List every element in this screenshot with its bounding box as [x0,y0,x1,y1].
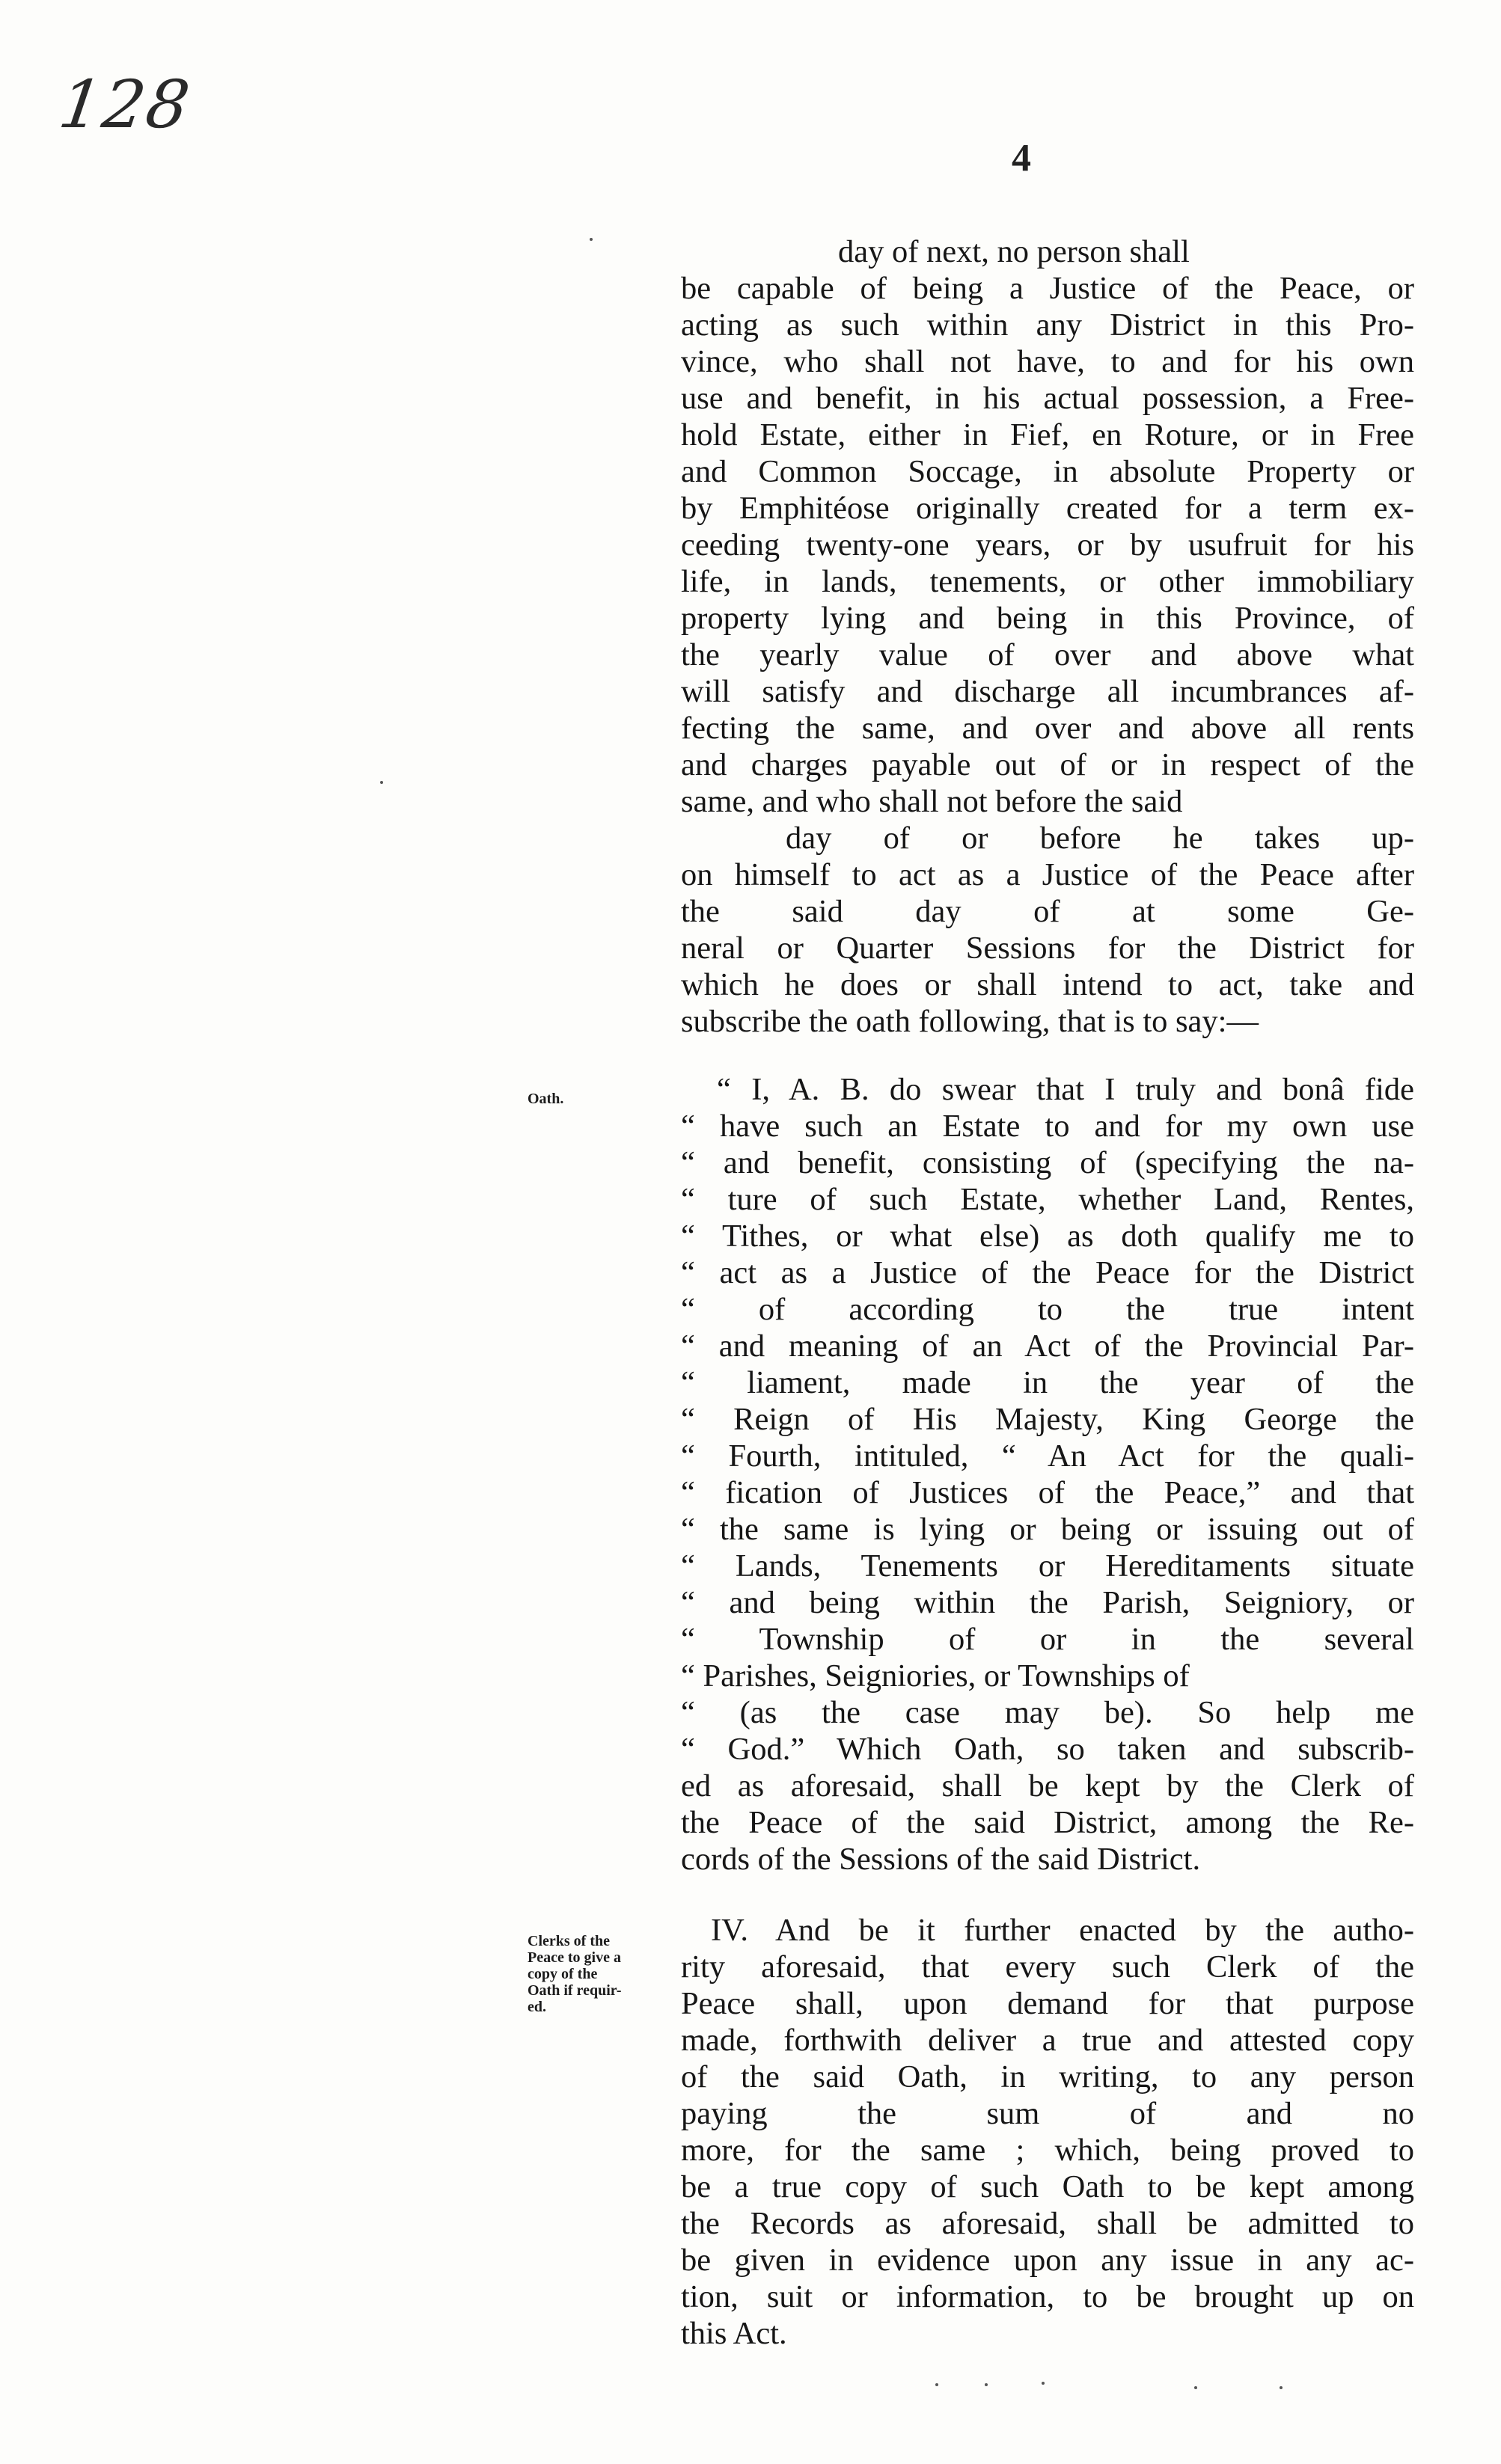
text-line: property lying and being in this Province, of [681,601,1414,636]
stray-mark [1042,2382,1045,2385]
text-line: of the said Oath, in writing, to any person [681,2059,1414,2094]
text-line: the yearly value of over and above what [681,637,1414,672]
text-line: rity aforesaid, that every such Clerk of the [681,1949,1414,1985]
text-line: “ God.” Which Oath, so taken and subscrib- [681,1732,1414,1767]
handwritten-page-number: 128 [54,66,196,143]
text-line: same, and who shall not before the said [681,784,1183,819]
text-line: fecting the same, and over and above all rents [681,711,1414,746]
text-line: neral or Quarter Sessions for the District for [681,931,1414,966]
text-line: and charges payable out of or in respect of the [681,747,1414,782]
text-line: tion, suit or information, to be brought up on [681,2279,1414,2314]
text-line: “ (as the case may be). So help me [681,1695,1414,1730]
text-line: which he does or shall intend to act, take and [681,967,1414,1002]
section-iv-paragraph [681,1912,1414,2352]
text-line: “ Township of or in the several [681,1622,1414,1657]
text-line: will satisfy and discharge all incumbrances af- [681,674,1414,709]
text-line: day of next, no person shall [838,234,1190,269]
text-line: “ Parishes, Seigniories, or Townships of [681,1658,1190,1694]
stray-mark [1280,2386,1283,2389]
margin-note-line: Oath if requir- [528,1982,622,1999]
text-line: “ and being within the Parish, Seigniory, or [681,1585,1414,1620]
text-line: subscribe the oath following, that is to say:— [681,1004,1259,1039]
text-line: by Emphitéose originally created for a term ex- [681,491,1414,526]
text-line: this Act. [681,2316,787,2351]
text-line: IV. And be it further enacted by the autho- [711,1913,1414,1948]
margin-note-line: copy of the [528,1966,598,1982]
folio-number: 4 [1012,137,1031,180]
text-line: be capable of being a Justice of the Peace, or [681,271,1414,306]
text-line: be given in evidence upon any issue in any ac- [681,2243,1414,2278]
text-line: paying the sum of and no [681,2096,1414,2131]
text-line: life, in lands, tenements, or other immobiliary [681,564,1414,599]
oath-paragraph [681,1071,1414,1878]
margin-note-line: ed. [528,1999,546,2015]
text-line: Peace shall, upon demand for that purpose [681,1986,1414,2021]
text-line: the Records as aforesaid, shall be admitted to [681,2206,1414,2241]
text-line: ceeding twenty-one years, or by usufruit for his [681,527,1414,563]
margin-note-clerks [528,1933,622,2015]
text-line: “ of according to the true intent [681,1292,1414,1327]
text-line: cords of the Sessions of the said District. [681,1842,1201,1877]
text-line: “ act as a Justice of the Peace for the District [681,1255,1414,1290]
text-line: use and benefit, in his actual possession, a Free- [681,381,1414,416]
stray-mark [985,2383,988,2386]
section-a-paragraph [681,233,1414,1040]
text-line: acting as such within any District in this Pro- [681,307,1414,343]
margin-note-line: Peace to give a [528,1949,621,1966]
text-line: “ have such an Estate to and for my own use [681,1109,1414,1144]
text-line: “ and meaning of an Act of the Provincial Par- [681,1328,1414,1364]
text-line: “ Reign of His Majesty, King George the [681,1402,1414,1437]
text-line: on himself to act as a Justice of the Peace after [681,857,1414,892]
text-line: “ Tithes, or what else) as doth qualify me to [681,1219,1414,1254]
text-line: “ fication of Justices of the Peace,” and that [681,1475,1414,1510]
text-line: “ the same is lying or being or issuing out of [681,1512,1414,1547]
stray-mark [590,238,593,241]
text-line: “ ture of such Estate, whether Land, Rentes, [681,1182,1414,1217]
text-line: made, forthwith deliver a true and attested copy [681,2023,1414,2058]
text-line: “ Fourth, intituled, “ An Act for the quali- [681,1438,1414,1474]
margin-note-oath: Oath. [528,1091,564,1107]
text-line: “ liament, made in the year of the [681,1365,1414,1400]
text-line: day of or before he takes up- [786,821,1414,856]
text-line: the said day of at some Ge- [681,894,1414,929]
text-line: “ and benefit, consisting of (specifying the na- [681,1145,1414,1180]
margin-note-line: Clerks of the [528,1933,610,1949]
text-line: more, for the same ; which, being proved to [681,2133,1414,2168]
text-line: hold Estate, either in Fief, en Roture, or in Free [681,417,1414,453]
text-line: and Common Soccage, in absolute Property or [681,454,1414,489]
text-line: “ I, A. B. do swear that I truly and bonâ fide [717,1072,1414,1107]
text-line: the Peace of the said District, among the Re- [681,1805,1414,1840]
text-line: “ Lands, Tenements or Hereditaments situate [681,1548,1414,1584]
stray-mark [380,781,383,784]
stray-mark [1194,2386,1197,2389]
text-line: vince, who shall not have, to and for his own [681,344,1414,379]
text-line: be a true copy of such Oath to be kept among [681,2169,1414,2204]
text-line: ed as aforesaid, shall be kept by the Clerk of [681,1768,1414,1803]
stray-mark [935,2383,938,2386]
